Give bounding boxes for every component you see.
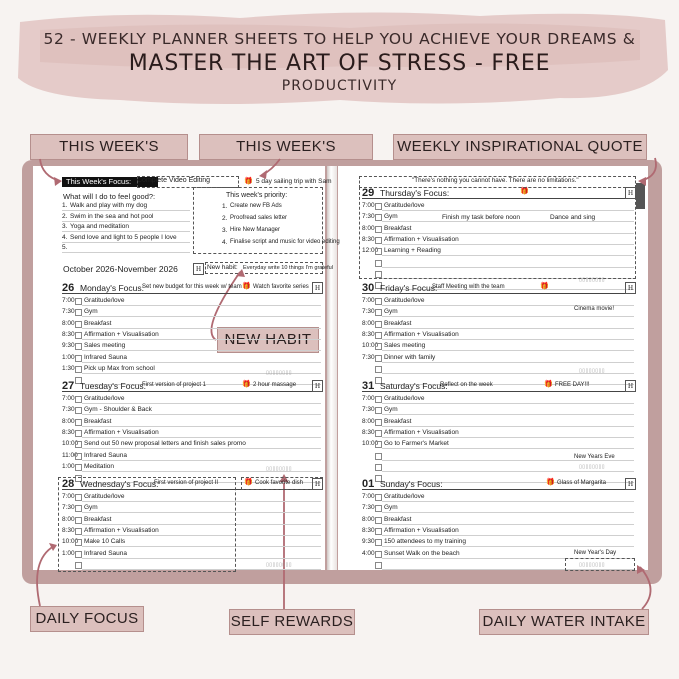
time-slot: 8:30	[62, 526, 75, 534]
task-checkbox	[75, 430, 82, 437]
task-item: Learning + Reading	[384, 247, 441, 255]
feel-good-item: Send love and light to 5 people I love	[70, 233, 177, 241]
day-number: 01	[362, 478, 375, 490]
rule-line	[362, 391, 634, 392]
priority-item: Proofread sales letter	[230, 215, 288, 221]
rule-line	[382, 316, 634, 317]
rule-line	[62, 242, 190, 243]
day-number: 29	[362, 187, 375, 199]
task-item: Breakfast	[384, 224, 412, 232]
time-slot: 7:30	[62, 308, 75, 316]
day-reward: Glass of Margarita	[557, 480, 607, 486]
water-intake-icons: ▯▯▯▯▯▯▯▯	[266, 562, 293, 568]
task-checkbox	[375, 464, 382, 471]
task-checkbox	[75, 321, 82, 328]
task-checkbox	[375, 309, 382, 316]
rule-line	[82, 350, 321, 351]
feel-good-item: Yoga and meditation	[70, 223, 130, 230]
time-slot: 7:00	[362, 202, 375, 209]
callout-new-habit: NEW HABIT	[217, 327, 319, 353]
feel-good-number: 1.	[62, 202, 68, 209]
time-slot: 7:30	[362, 406, 375, 414]
time-slot: 8:30	[362, 526, 375, 534]
time-slot: 8:00	[62, 417, 75, 425]
day-number: 31	[362, 380, 375, 392]
day-name: Tuesday's Focus:	[80, 381, 147, 391]
task-item: Pick up Max from school	[84, 364, 155, 372]
rule-line	[382, 437, 634, 438]
task-checkbox	[375, 298, 382, 305]
task-checkbox	[375, 562, 382, 569]
time-slot: 8:00	[62, 515, 75, 523]
priority-number: 4.	[222, 239, 228, 246]
gift-icon: 🎁	[546, 479, 555, 486]
gift-icon: 🎁	[520, 188, 529, 195]
task-item: Gym	[384, 406, 398, 414]
time-slot: 11:00	[62, 451, 78, 459]
task-checkbox	[75, 464, 82, 471]
time-slot: 7:00	[362, 395, 375, 402]
task-item: Affirmation + Visualisation	[384, 235, 459, 243]
time-slot: 10:00	[62, 538, 79, 546]
rule-line	[382, 448, 634, 449]
task-item: Sales meeting	[384, 342, 426, 350]
water-intake-icons: ▯▯▯▯▯▯▯▯	[266, 466, 293, 472]
rule-line	[382, 362, 634, 363]
daily-focus-box	[58, 477, 236, 572]
time-slot: 10:00	[62, 440, 79, 448]
task-checkbox	[75, 419, 82, 426]
task-item: Breakfast	[84, 417, 112, 425]
task-item: Affirmation + Visualisation	[384, 428, 459, 436]
day-reward: 2 hour massage	[253, 382, 297, 388]
weekly-quote: "There's nothing you cannot have. There are no limitations."	[412, 177, 579, 184]
day-focus: First version of project II	[154, 480, 219, 486]
task-checkbox	[375, 551, 382, 558]
rule-line	[82, 328, 321, 329]
task-item: Make 10 Calls	[84, 538, 126, 546]
task-item: Infrared Sauna	[84, 353, 128, 361]
callout-water-intake: DAILY WATER INTAKE	[479, 609, 649, 635]
task-checkbox	[375, 407, 382, 414]
week-focus-value: Complete Video Editing	[137, 177, 211, 184]
time-slot: 7:00	[62, 493, 75, 500]
task-item: Gratitude/love	[84, 395, 125, 402]
day-focus: Set new budget for this week w/ team	[142, 284, 242, 290]
callout-week-priority: THIS WEEK'S	[199, 134, 373, 160]
rule-line	[62, 252, 190, 253]
task-item: Affirmation + Visualisation	[384, 526, 459, 534]
task-item: Breakfast	[384, 417, 412, 425]
time-slot: 8:00	[362, 319, 375, 327]
day-name: Saturday's Focus:	[380, 381, 448, 391]
task-item: Gratitude/love	[84, 297, 125, 304]
habit-h-box: H	[193, 263, 204, 275]
task-checkbox	[375, 441, 382, 448]
task-item: Sunset Walk on the beach	[384, 549, 460, 557]
time-slot: 8:30	[362, 235, 375, 243]
rule-line	[82, 460, 321, 461]
rule-line	[382, 512, 634, 513]
day-focus: Staff Meeting with the team	[432, 284, 505, 290]
task-item: Gratitude/love	[384, 395, 425, 402]
task-checkbox	[75, 343, 82, 350]
date-range: October 2026-November 2026	[63, 264, 178, 274]
time-slot: 7:30	[62, 504, 75, 512]
time-slot: 7:00	[362, 297, 375, 304]
time-slot: 7:30	[62, 406, 75, 414]
feel-good-number: 5.	[62, 244, 68, 251]
day-reward: Cook favorite dish	[255, 480, 304, 486]
task-item: Go to Farmer's Market	[384, 440, 449, 448]
rule-line	[382, 524, 634, 525]
time-slot: 7:00	[62, 395, 75, 402]
rule-line	[382, 414, 634, 415]
priority-title: This week's priority:	[226, 192, 288, 199]
habit-value: Everyday write 10 things I'm grateful	[243, 265, 333, 271]
day-note: New Year's Day	[574, 550, 617, 556]
rule-line	[82, 448, 321, 449]
time-slot: 12:00	[362, 247, 379, 255]
time-slot: 7:30	[362, 353, 375, 361]
task-checkbox	[375, 343, 382, 350]
task-checkbox	[75, 407, 82, 414]
rule-line	[82, 414, 321, 415]
day-name: Wednesday's Focus:	[80, 479, 159, 489]
time-slot: 8:00	[62, 319, 75, 327]
rule-line	[382, 535, 634, 536]
rule-line	[82, 403, 321, 404]
callout-weekly-quote: WEEKLY INSPIRATIONAL QUOTE	[393, 134, 647, 160]
rule-line	[382, 471, 634, 472]
task-checkbox	[375, 494, 382, 501]
rule-line	[62, 231, 190, 232]
task-checkbox	[375, 321, 382, 328]
rule-line	[82, 437, 321, 438]
time-slot: 10:00	[362, 342, 379, 350]
water-intake-icons: ▯▯▯▯▯▯▯▯	[579, 368, 606, 374]
time-slot: 1:00	[62, 462, 75, 470]
time-slot: 8:00	[362, 417, 375, 425]
task-item: Breakfast	[384, 319, 412, 327]
gift-icon: 🎁	[244, 479, 253, 486]
task-item: Gym	[84, 504, 98, 512]
rule-line	[62, 210, 190, 211]
task-checkbox	[75, 298, 82, 305]
day-name: Friday's Focus:	[380, 283, 438, 293]
time-slot: 10:00	[362, 440, 379, 448]
water-intake-icons: ▯▯▯▯▯▯▯▯	[579, 464, 606, 470]
priority-number: 2.	[222, 215, 228, 222]
task-item: Affirmation + Visualisation	[84, 330, 159, 338]
task-checkbox	[75, 441, 82, 448]
task-checkbox	[75, 396, 82, 403]
water-intake-icons: ▯▯▯▯▯▯▯▯	[266, 370, 293, 376]
feel-good-number: 4.	[62, 233, 68, 241]
task-checkbox	[375, 528, 382, 535]
water-intake-box	[565, 558, 635, 571]
task-item: Breakfast	[384, 515, 412, 523]
week-reward: 5 day sailing trip with Sam	[256, 178, 332, 185]
task-checkbox	[375, 430, 382, 437]
priority-item: Hire New Manager	[230, 227, 281, 233]
task-checkbox	[75, 355, 82, 362]
task-item: Send out 50 new proposal letters and finish sales promo	[84, 440, 246, 448]
callout-week-focus: THIS WEEK'S	[30, 134, 188, 160]
priority-number: 3.	[222, 227, 228, 234]
day-focus: Reflect on the week	[440, 382, 493, 388]
rule-line	[62, 221, 190, 222]
callout-daily-focus: DAILY FOCUS	[30, 606, 144, 632]
gift-icon: 🎁	[540, 283, 549, 290]
day-number: 26	[62, 282, 75, 294]
rule-line	[382, 328, 634, 329]
header-line-2: MASTER THE ART OF STRESS - FREE	[128, 51, 551, 76]
task-checkbox	[75, 332, 82, 339]
priority-item: Finalise script and music for video editing	[230, 239, 340, 245]
water-intake-icons: ▯▯▯▯▯▯▯▯	[579, 562, 606, 568]
time-slot: 7:30	[362, 504, 375, 512]
time-slot: 9:30	[362, 538, 375, 546]
task-checkbox	[375, 355, 382, 362]
day-number: 30	[362, 282, 375, 294]
feel-good-title: What will I do to feel good?:	[63, 192, 156, 201]
time-slot: 8:00	[362, 515, 375, 523]
task-checkbox	[375, 396, 382, 403]
task-item: Breakfast	[84, 319, 112, 327]
day-name: Sunday's Focus:	[380, 479, 443, 489]
time-slot: 1:00	[62, 353, 75, 361]
time-slot: 7:00	[62, 297, 75, 304]
day-number: 28	[62, 478, 75, 490]
time-slot: 4:00	[362, 549, 375, 557]
task-item: Gratitude/love	[384, 202, 425, 209]
time-slot: 7:00	[362, 493, 375, 500]
task-item: Sales meeting	[84, 342, 126, 350]
rule-line	[82, 362, 321, 363]
task-item: Meditation	[84, 462, 114, 470]
task-item: Infrared Sauna	[84, 549, 128, 557]
time-slot: 8:30	[362, 428, 375, 436]
task-item: Gym - Shoulder & Back	[84, 406, 152, 414]
priority-item: Create new FB Ads	[230, 203, 282, 209]
time-slot: 1:00	[62, 549, 75, 557]
priority-number: 1.	[222, 203, 228, 210]
rule-line	[382, 350, 634, 351]
task-item: 150 attendees to my training	[384, 538, 467, 546]
task-checkbox	[375, 539, 382, 546]
rule-line	[382, 546, 634, 547]
self-reward-box	[241, 477, 323, 490]
time-slot: 1:30	[62, 364, 75, 372]
day-note: Cinema movie!	[574, 306, 615, 312]
time-slot: 7:30	[362, 213, 375, 221]
task-checkbox	[375, 517, 382, 524]
feel-good-item: Walk and play with my dog	[70, 202, 148, 209]
gift-icon: 🎁	[544, 381, 553, 388]
day-note: New Years Eve	[574, 454, 615, 460]
habit-h-box: H	[625, 282, 636, 294]
feel-good-number: 2.	[62, 212, 68, 220]
task-item: Gratitude/love	[384, 493, 425, 500]
rule-line	[82, 426, 321, 427]
time-slot: 7:30	[362, 308, 375, 316]
rule-line	[382, 501, 634, 502]
task-checkbox	[375, 366, 382, 373]
task-item: Affirmation + Visualisation	[84, 526, 159, 534]
task-checkbox	[375, 332, 382, 339]
task-item: Gym	[384, 213, 398, 221]
header-line-1: 52 - WEEKLY PLANNER SHEETS TO HELP YOU ACHIEVE YOUR DREAMS &	[43, 30, 636, 48]
rule-line	[82, 316, 321, 317]
time-slot: 8:30	[62, 330, 75, 338]
habit-h-box: H	[625, 187, 636, 199]
task-checkbox	[375, 453, 382, 460]
rule-line	[382, 339, 634, 340]
task-checkbox	[375, 505, 382, 512]
rule-line	[382, 403, 634, 404]
feel-good-item: Swim in the sea and hot pool	[70, 212, 154, 220]
task-item: Gym	[84, 308, 98, 316]
task-extra: Finish my task before noon	[442, 214, 521, 221]
task-checkbox	[75, 366, 82, 373]
thursday-box	[359, 187, 636, 279]
task-item: Breakfast	[84, 515, 112, 523]
day-number: 27	[62, 380, 75, 392]
time-slot: 8:00	[362, 224, 375, 232]
task-item: Affirmation + Visualisation	[384, 330, 459, 338]
habit-h-box: H	[625, 380, 636, 392]
task-item: Gratitude/love	[84, 493, 125, 500]
habit-h-box: H	[312, 478, 323, 490]
task-item: Dinner with family	[384, 353, 436, 361]
task-item: Gym	[384, 308, 398, 316]
task-checkbox	[375, 419, 382, 426]
rule-line	[62, 293, 321, 294]
day-reward: FREE DAY!!!	[555, 382, 590, 388]
task-item: Gratitude/love	[384, 297, 425, 304]
rule-line	[62, 391, 321, 392]
rule-line	[82, 305, 321, 306]
day-focus: First version of project 1	[142, 382, 207, 388]
time-slot: 9:30	[62, 342, 75, 350]
time-slot: 8:30	[362, 330, 375, 338]
gift-icon: 🎁	[242, 381, 251, 388]
habit-h-box: H	[312, 282, 323, 294]
header-line-3: PRODUCTIVITY	[281, 78, 398, 94]
task-checkbox	[75, 309, 82, 316]
callout-self-rewards: SELF REWARDS	[229, 609, 355, 635]
feel-good-number: 3.	[62, 223, 68, 230]
day-name: Thursday's Focus:	[380, 188, 450, 198]
day-name: Monday's Focus:	[80, 283, 144, 293]
day-reward: Watch favorite series	[253, 284, 309, 290]
task-item: Affirmation + Visualisation	[84, 428, 159, 436]
habit-h-box: H	[312, 380, 323, 392]
rule-line	[362, 489, 634, 490]
gift-icon: 🎁	[244, 178, 253, 185]
task-item: Gym	[384, 504, 398, 512]
week-focus-label: This Week's Focus:	[66, 177, 132, 186]
habit-h-box: H	[625, 478, 636, 490]
rule-line	[382, 426, 634, 427]
task-extra: Dance and sing	[550, 214, 596, 221]
gift-icon: 🎁	[242, 283, 251, 290]
habit-label: New habit:	[207, 264, 238, 271]
task-item: Infrared Sauna	[84, 451, 128, 459]
rule-line	[362, 293, 634, 294]
rule-line	[82, 339, 321, 340]
water-intake-icons: ▯▯▯▯▯▯▯▯	[579, 277, 606, 283]
task-checkbox	[75, 453, 82, 460]
time-slot: 8:30	[62, 428, 75, 436]
